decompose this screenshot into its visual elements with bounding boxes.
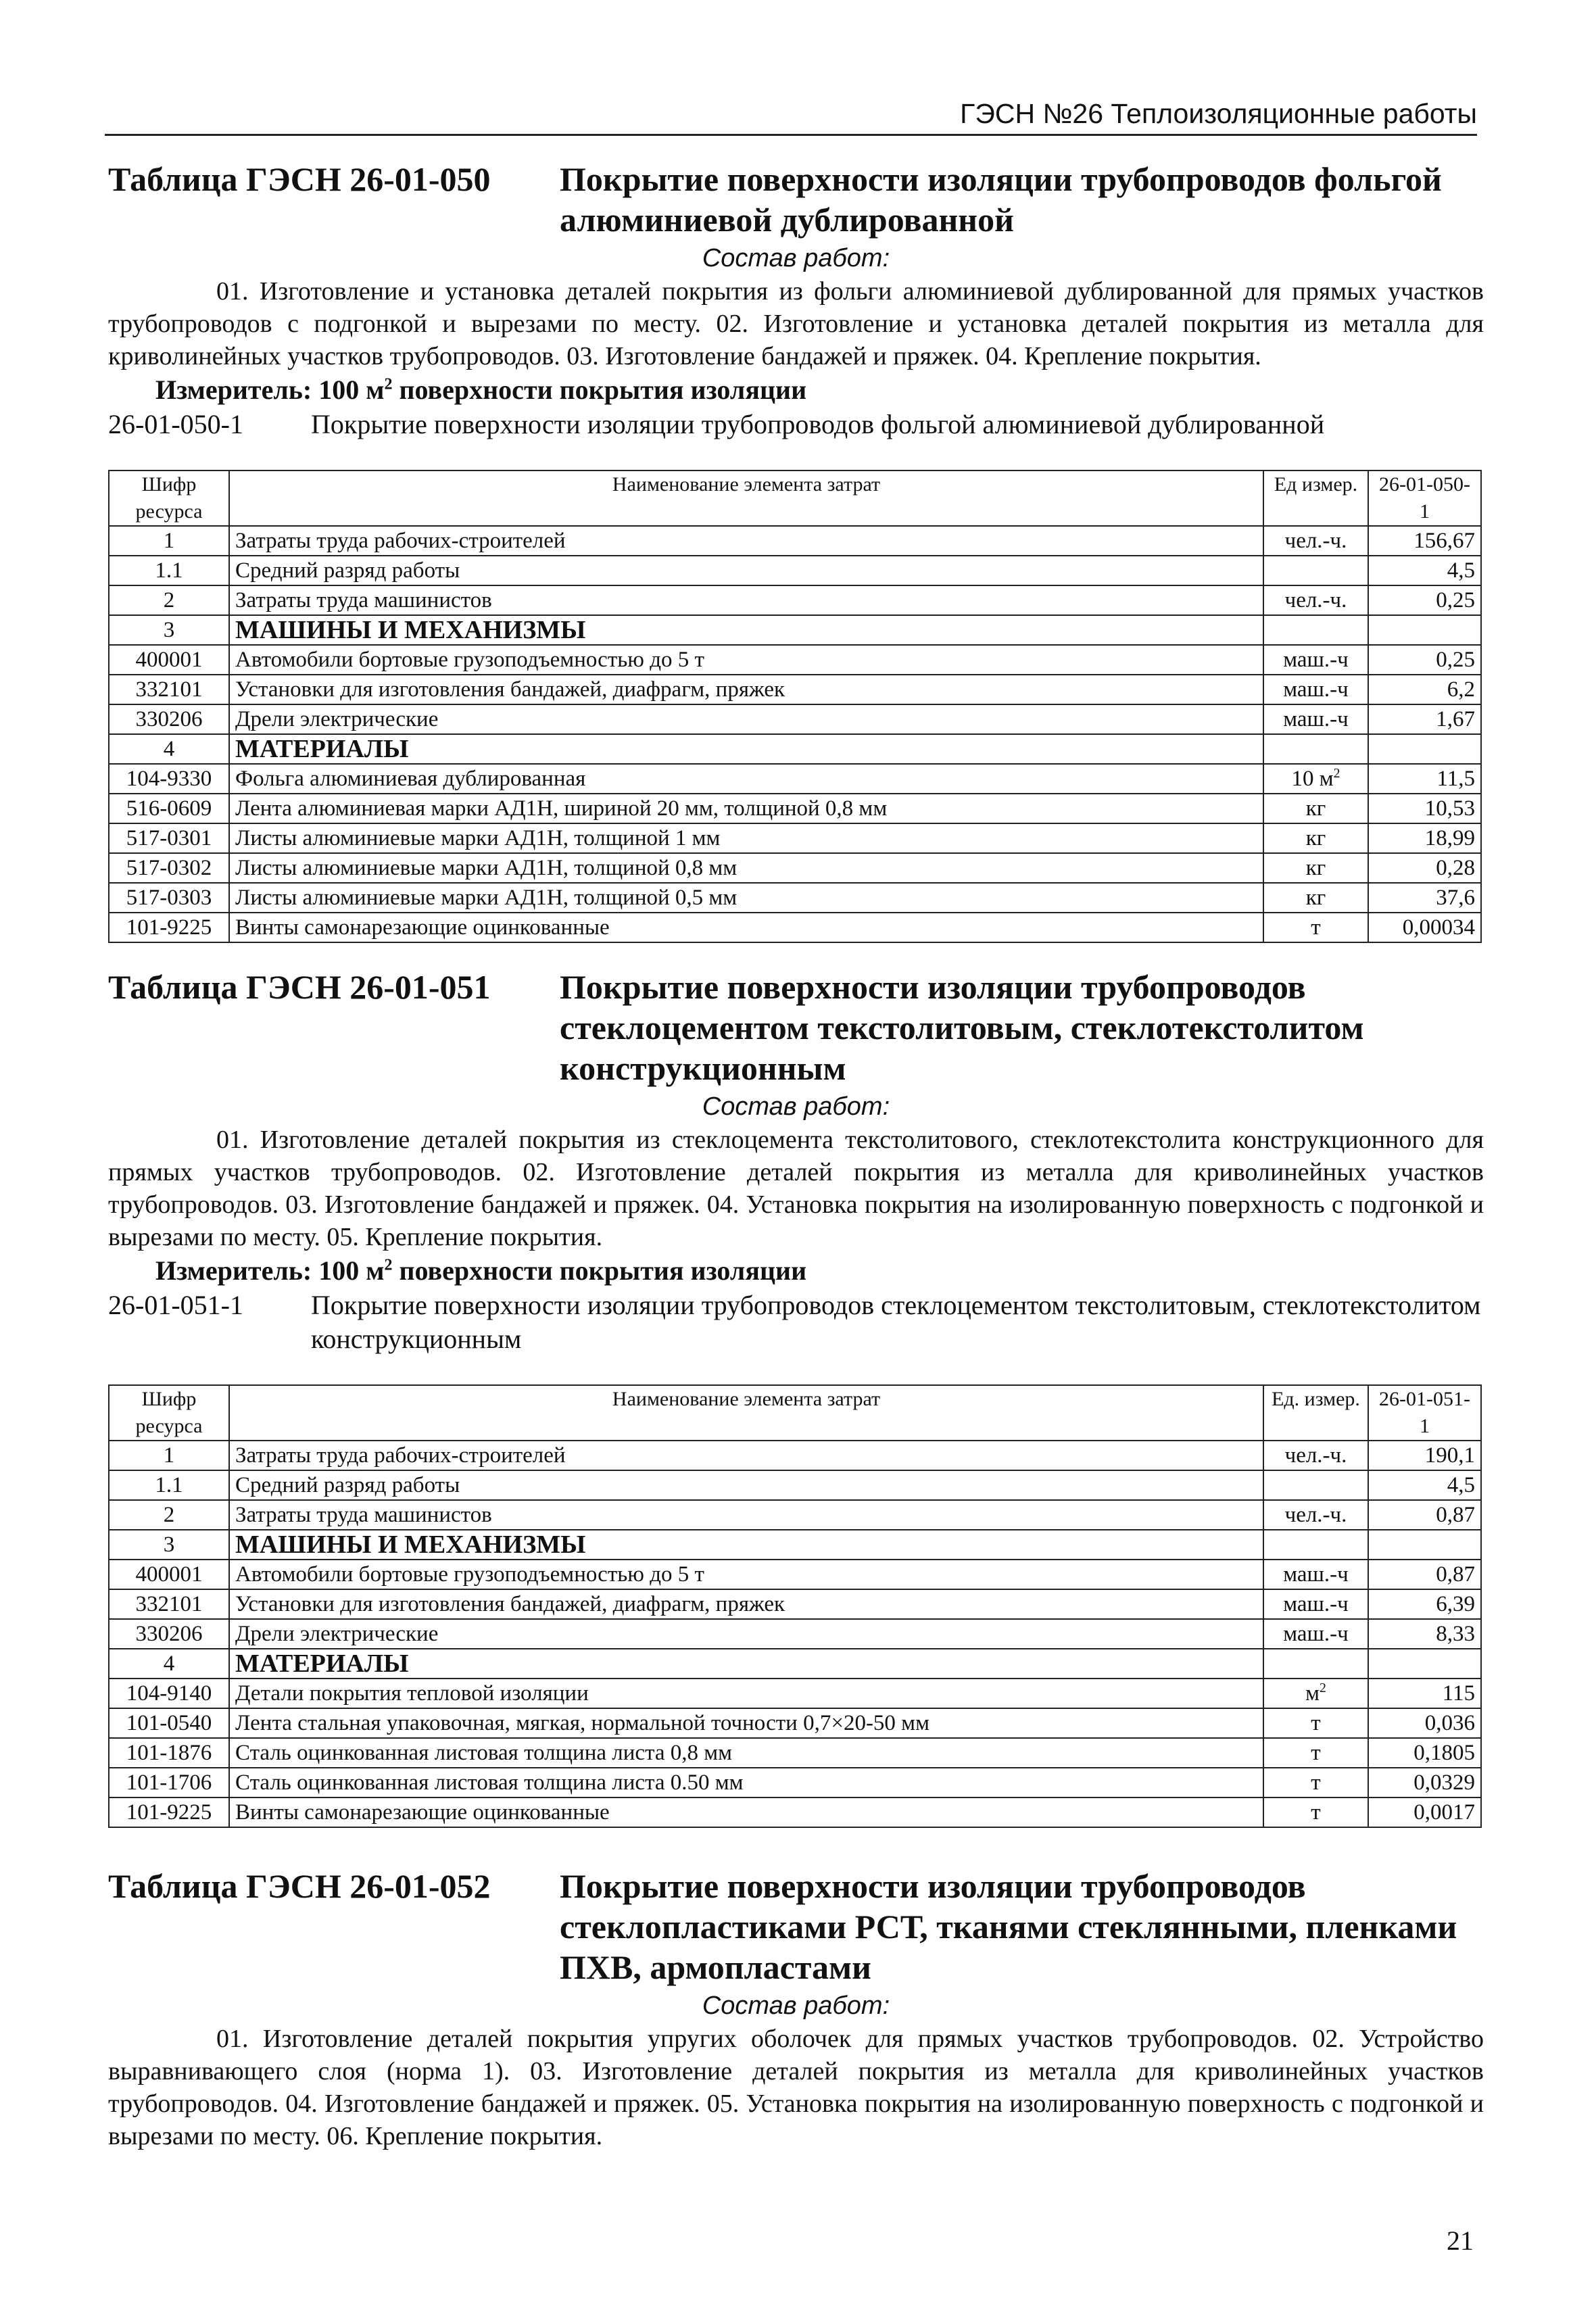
resource-name: Винты самонарезающие оцинкованные [229, 1798, 1263, 1827]
resource-unit [1263, 1768, 1368, 1798]
table-row [109, 1679, 1481, 1708]
resource-code: 1.1 [109, 556, 229, 585]
table-row [109, 883, 1481, 913]
table-row [109, 853, 1481, 883]
section-title-row [108, 159, 1484, 240]
norm-description: Покрытие поверхности изоляции трубопроводов стеклоцементом текстолитовым, стеклотекстолитом конструкционным [311, 1290, 1481, 1354]
resource-code: 400001 [109, 1560, 229, 1589]
table-row [109, 585, 1481, 615]
resource-value: 115 [1368, 1679, 1481, 1708]
resource-value: 18,99 [1368, 823, 1481, 853]
resource-code: 1 [109, 1441, 229, 1470]
resource-unit [1263, 734, 1368, 764]
table-row [109, 526, 1481, 556]
resource-code: 330206 [109, 1619, 229, 1649]
resource-code: 101-1876 [109, 1738, 229, 1768]
resource-name: МАШИНЫ И МЕХАНИЗМЫ [229, 615, 1263, 645]
norm-code: 26-01-050-1 [108, 409, 243, 439]
resource-code: 101-9225 [109, 1798, 229, 1827]
resource-name: Лента стальная упаковочная, мягкая, нормальной точности 0,7×20-50 мм [229, 1708, 1263, 1738]
header-value: 26-01-051-1 [1368, 1385, 1481, 1441]
meter-rest: поверхности покрытия изоляции [392, 375, 807, 405]
meter-line [108, 1253, 1484, 1288]
section-26-01-050 [108, 159, 1484, 943]
norm-description: Покрытие поверхности изоляции трубопроводов фольгой алюминиевой дублированной [311, 409, 1325, 439]
resource-code: 400001 [109, 645, 229, 675]
table-label: Таблица ГЭСН 26-01-051 [108, 968, 491, 1006]
resource-unit [1263, 913, 1368, 942]
resource-value: 0,25 [1368, 645, 1481, 675]
unit-text: маш.-ч [1283, 1592, 1349, 1616]
resource-name: Дрели электрические [229, 1619, 1263, 1649]
table-row [109, 1589, 1481, 1619]
resource-code: 104-9140 [109, 1679, 229, 1708]
resource-code: 517-0302 [109, 853, 229, 883]
header-code: Шифр ресурса [109, 471, 229, 526]
resource-code: 517-0301 [109, 823, 229, 853]
resource-code: 2 [109, 1500, 229, 1530]
meter-sup: 2 [384, 375, 393, 393]
norm-code-row [108, 408, 1484, 441]
resource-unit [1263, 1798, 1368, 1827]
resource-code: 3 [109, 1530, 229, 1560]
unit-text: кг [1305, 796, 1326, 821]
resource-name: Дрели электрические [229, 704, 1263, 734]
resource-value: 37,6 [1368, 883, 1481, 913]
resource-name: Фольга алюминиевая дублированная [229, 764, 1263, 794]
resource-name: Затраты труда рабочих-строителей [229, 526, 1263, 556]
resource-code: 1 [109, 526, 229, 556]
resource-name: Лента алюминиевая марки АД1Н, шириной 20 мм, толщиной 0,8 мм [229, 794, 1263, 823]
unit-text: маш.-ч [1283, 1622, 1349, 1646]
resource-code: 332101 [109, 1589, 229, 1619]
table-label: Таблица ГЭСН 26-01-052 [108, 1867, 491, 1905]
resource-code: 101-9225 [109, 913, 229, 942]
work-composition-heading: Состав работ: [702, 1092, 890, 1121]
resource-name: Средний разряд работы [229, 1470, 1263, 1500]
resource-name: Листы алюминиевые марки АД1Н, толщиной 1 мм [229, 823, 1263, 853]
unit-text: м [1305, 1681, 1320, 1706]
header-name: Наименование элемента затрат [229, 1385, 1263, 1441]
resource-unit [1263, 764, 1368, 794]
resource-value [1368, 1649, 1481, 1679]
resource-value [1368, 1530, 1481, 1560]
resource-code: 332101 [109, 675, 229, 704]
work-composition-text: 01. Изготовление деталей покрытия упругих оболочек для прямых участков трубопроводов. 02. Устройство выравнивающего слоя (норма 1). 03. Изготовление деталей покрытия из металла для криволинейных участков трубопроводов. 04. Изготовление бандажей и пряжек. 05. Установка покрытия на изолированную поверхность с подгонкой и вырезами по месту. 06. Крепление покрытия. [108, 2025, 1484, 2150]
table-row [109, 645, 1481, 675]
resource-unit [1263, 1649, 1368, 1679]
unit-superscript: 2 [1333, 766, 1340, 781]
resource-value: 6,2 [1368, 675, 1481, 704]
table-row [109, 1470, 1481, 1500]
table-body [109, 526, 1481, 942]
resource-value: 190,1 [1368, 1441, 1481, 1470]
table-title: Покрытие поверхности изоляции трубопроводов стеклопластиками РСТ, тканями стеклянными, пленками ПХВ, армопластами [560, 1867, 1457, 1986]
resource-table [108, 1384, 1482, 1828]
norm-code: 26-01-051-1 [108, 1290, 243, 1320]
resource-unit [1263, 585, 1368, 615]
resource-unit [1263, 704, 1368, 734]
resource-code: 104-9330 [109, 764, 229, 794]
resource-value: 0,87 [1368, 1500, 1481, 1530]
section-title-row [108, 1866, 1484, 1987]
resource-unit [1263, 1530, 1368, 1560]
resource-name: Листы алюминиевые марки АД1Н, толщиной 0,8 мм [229, 853, 1263, 883]
resource-name: МАТЕРИАЛЫ [229, 734, 1263, 764]
table-row [109, 1649, 1481, 1679]
page-number: 21 [1447, 2225, 1474, 2256]
resource-value: 0,00034 [1368, 913, 1481, 942]
resource-unit [1263, 1560, 1368, 1589]
resource-name: Детали покрытия тепловой изоляции [229, 1679, 1263, 1708]
table-row [109, 1500, 1481, 1530]
resource-unit [1263, 883, 1368, 913]
table-row [109, 794, 1481, 823]
table-title: Покрытие поверхности изоляции трубопроводов фольгой алюминиевой дублированной [560, 160, 1442, 239]
table-row [109, 675, 1481, 704]
resource-name: Затраты труда рабочих-строителей [229, 1441, 1263, 1470]
resource-name: Сталь оцинкованная листовая толщина листа 0,8 мм [229, 1738, 1263, 1768]
resource-value: 0,036 [1368, 1708, 1481, 1738]
table-row [109, 1768, 1481, 1798]
resource-name: Листы алюминиевые марки АД1Н, толщиной 0,5 мм [229, 883, 1263, 913]
resource-unit [1263, 1738, 1368, 1768]
resource-value: 4,5 [1368, 1470, 1481, 1500]
resource-table [108, 470, 1482, 943]
resource-code: 101-1706 [109, 1768, 229, 1798]
unit-text: чел.-ч. [1284, 1443, 1347, 1468]
unit-text: т [1311, 1770, 1321, 1795]
table-row [109, 556, 1481, 585]
unit-text: маш.-ч [1283, 648, 1349, 672]
meter-text: Измеритель: 100 м [155, 1255, 385, 1286]
table-row [109, 913, 1481, 942]
resource-unit [1263, 615, 1368, 645]
resource-name: Установки для изготовления бандажей, диафрагм, пряжек [229, 675, 1263, 704]
resource-value: 0,0017 [1368, 1798, 1481, 1827]
resource-code: 4 [109, 734, 229, 764]
resource-unit [1263, 1441, 1368, 1470]
table-header-row [109, 1385, 1481, 1441]
resource-code: 516-0609 [109, 794, 229, 823]
unit-text: маш.-ч [1283, 1562, 1349, 1587]
resource-value: 0,1805 [1368, 1738, 1481, 1768]
resource-name: Установки для изготовления бандажей, диафрагм, пряжек [229, 1589, 1263, 1619]
resource-unit [1263, 526, 1368, 556]
header-value: 26-01-050-1 [1368, 471, 1481, 526]
resource-unit [1263, 853, 1368, 883]
table-row [109, 704, 1481, 734]
unit-superscript: 2 [1320, 1681, 1326, 1695]
resource-name: Винты самонарезающие оцинкованные [229, 913, 1263, 942]
resource-value [1368, 734, 1481, 764]
resource-code: 330206 [109, 704, 229, 734]
resource-value: 8,33 [1368, 1619, 1481, 1649]
table-row [109, 1708, 1481, 1738]
unit-text: чел.-ч. [1284, 529, 1347, 553]
unit-text: чел.-ч. [1284, 588, 1347, 612]
table-row [109, 1530, 1481, 1560]
resource-unit [1263, 1708, 1368, 1738]
resource-unit [1263, 1470, 1368, 1500]
header-name: Наименование элемента затрат [229, 471, 1263, 526]
header-unit: Ед. измер. [1263, 1385, 1368, 1441]
resource-code: 517-0303 [109, 883, 229, 913]
table-row [109, 615, 1481, 645]
resource-name: Затраты труда машинистов [229, 585, 1263, 615]
unit-text: кг [1305, 886, 1326, 910]
resource-unit [1263, 1500, 1368, 1530]
resource-code: 2 [109, 585, 229, 615]
unit-text: кг [1305, 826, 1326, 850]
unit-text: т [1311, 1800, 1321, 1825]
unit-text: 10 м [1291, 767, 1334, 791]
resource-value: 156,67 [1368, 526, 1481, 556]
meter-line [108, 372, 1484, 408]
section-26-01-051 [108, 967, 1484, 1828]
resource-value: 4,5 [1368, 556, 1481, 585]
resource-value: 0,0329 [1368, 1768, 1481, 1798]
meter-text: Измеритель: 100 м [155, 375, 385, 405]
work-composition-heading: Состав работ: [702, 1992, 890, 2020]
unit-text: кг [1305, 856, 1326, 880]
resource-name: Средний разряд работы [229, 556, 1263, 585]
resource-unit [1263, 645, 1368, 675]
table-row [109, 734, 1481, 764]
table-label: Таблица ГЭСН 26-01-050 [108, 160, 491, 198]
resource-name: Затраты труда машинистов [229, 1500, 1263, 1530]
table-body [109, 1441, 1481, 1827]
resource-name: МАТЕРИАЛЫ [229, 1649, 1263, 1679]
running-header: ГЭСН №26 Теплоизоляционные работы [105, 95, 1477, 136]
unit-text: т [1311, 1711, 1321, 1735]
header-code: Шифр ресурса [109, 1385, 229, 1441]
header-unit: Ед измер. [1263, 471, 1368, 526]
resource-value: 6,39 [1368, 1589, 1481, 1619]
resource-value: 1,67 [1368, 704, 1481, 734]
norm-code-row [108, 1288, 1484, 1356]
table-title: Покрытие поверхности изоляции трубопроводов стеклоцементом текстолитовым, стеклотекстолитом конструкционным [560, 968, 1364, 1087]
unit-text: т [1311, 915, 1321, 940]
resource-unit [1263, 556, 1368, 585]
section-26-01-052 [108, 1866, 1484, 2152]
meter-rest: поверхности покрытия изоляции [392, 1255, 807, 1286]
resource-name: Сталь оцинкованная листовая толщина листа 0.50 мм [229, 1768, 1263, 1798]
table-row [109, 1619, 1481, 1649]
resource-value [1368, 615, 1481, 645]
work-composition-heading: Состав работ: [702, 244, 890, 272]
resource-name: Автомобили бортовые грузоподъемностью до 5 т [229, 645, 1263, 675]
unit-text: маш.-ч [1283, 707, 1349, 731]
table-row [109, 1798, 1481, 1827]
resource-name: МАШИНЫ И МЕХАНИЗМЫ [229, 1530, 1263, 1560]
resource-unit [1263, 1589, 1368, 1619]
table-row [109, 1560, 1481, 1589]
resource-unit [1263, 823, 1368, 853]
resource-value: 11,5 [1368, 764, 1481, 794]
resource-code: 1.1 [109, 1470, 229, 1500]
resource-code: 101-0540 [109, 1708, 229, 1738]
section-title-row [108, 967, 1484, 1088]
resource-unit [1263, 1619, 1368, 1649]
unit-text: т [1311, 1741, 1321, 1765]
resource-code: 4 [109, 1649, 229, 1679]
unit-text: чел.-ч. [1284, 1503, 1347, 1527]
resource-name: Автомобили бортовые грузоподъемностью до 5 т [229, 1560, 1263, 1589]
meter-sup: 2 [384, 1256, 393, 1274]
table-row [109, 1441, 1481, 1470]
table-row [109, 764, 1481, 794]
resource-unit [1263, 1679, 1368, 1708]
work-composition-text: 01. Изготовление деталей покрытия из стеклоцемента текстолитового, стеклотекстолита конструкционного для прямых участков трубопроводов. 02. Изготовление деталей покрытия из металла для криволинейных участков трубопроводов. 03. Изготовление бандажей и пряжек. 04. Установка покрытия на изолированную поверхность с подгонкой и вырезами по месту. 05. Крепление покрытия. [108, 1126, 1484, 1251]
resource-unit [1263, 675, 1368, 704]
unit-text: маш.-ч [1283, 677, 1349, 702]
work-composition-text: 01. Изготовление и установка деталей покрытия из фольги алюминиевой дублированной для прямых участков трубопроводов с подгонкой и вырезами по месту. 02. Изготовление и установка деталей покрытия из металла для криволинейных участков трубопроводов. 03. Изготовление бандажей и пряжек. 04. Крепление покрытия. [108, 277, 1484, 370]
resource-unit [1263, 794, 1368, 823]
resource-value: 0,25 [1368, 585, 1481, 615]
resource-value: 10,53 [1368, 794, 1481, 823]
resource-value: 0,28 [1368, 853, 1481, 883]
table-row [109, 823, 1481, 853]
resource-value: 0,87 [1368, 1560, 1481, 1589]
table-row [109, 1738, 1481, 1768]
resource-code: 3 [109, 615, 229, 645]
table-header-row [109, 471, 1481, 526]
